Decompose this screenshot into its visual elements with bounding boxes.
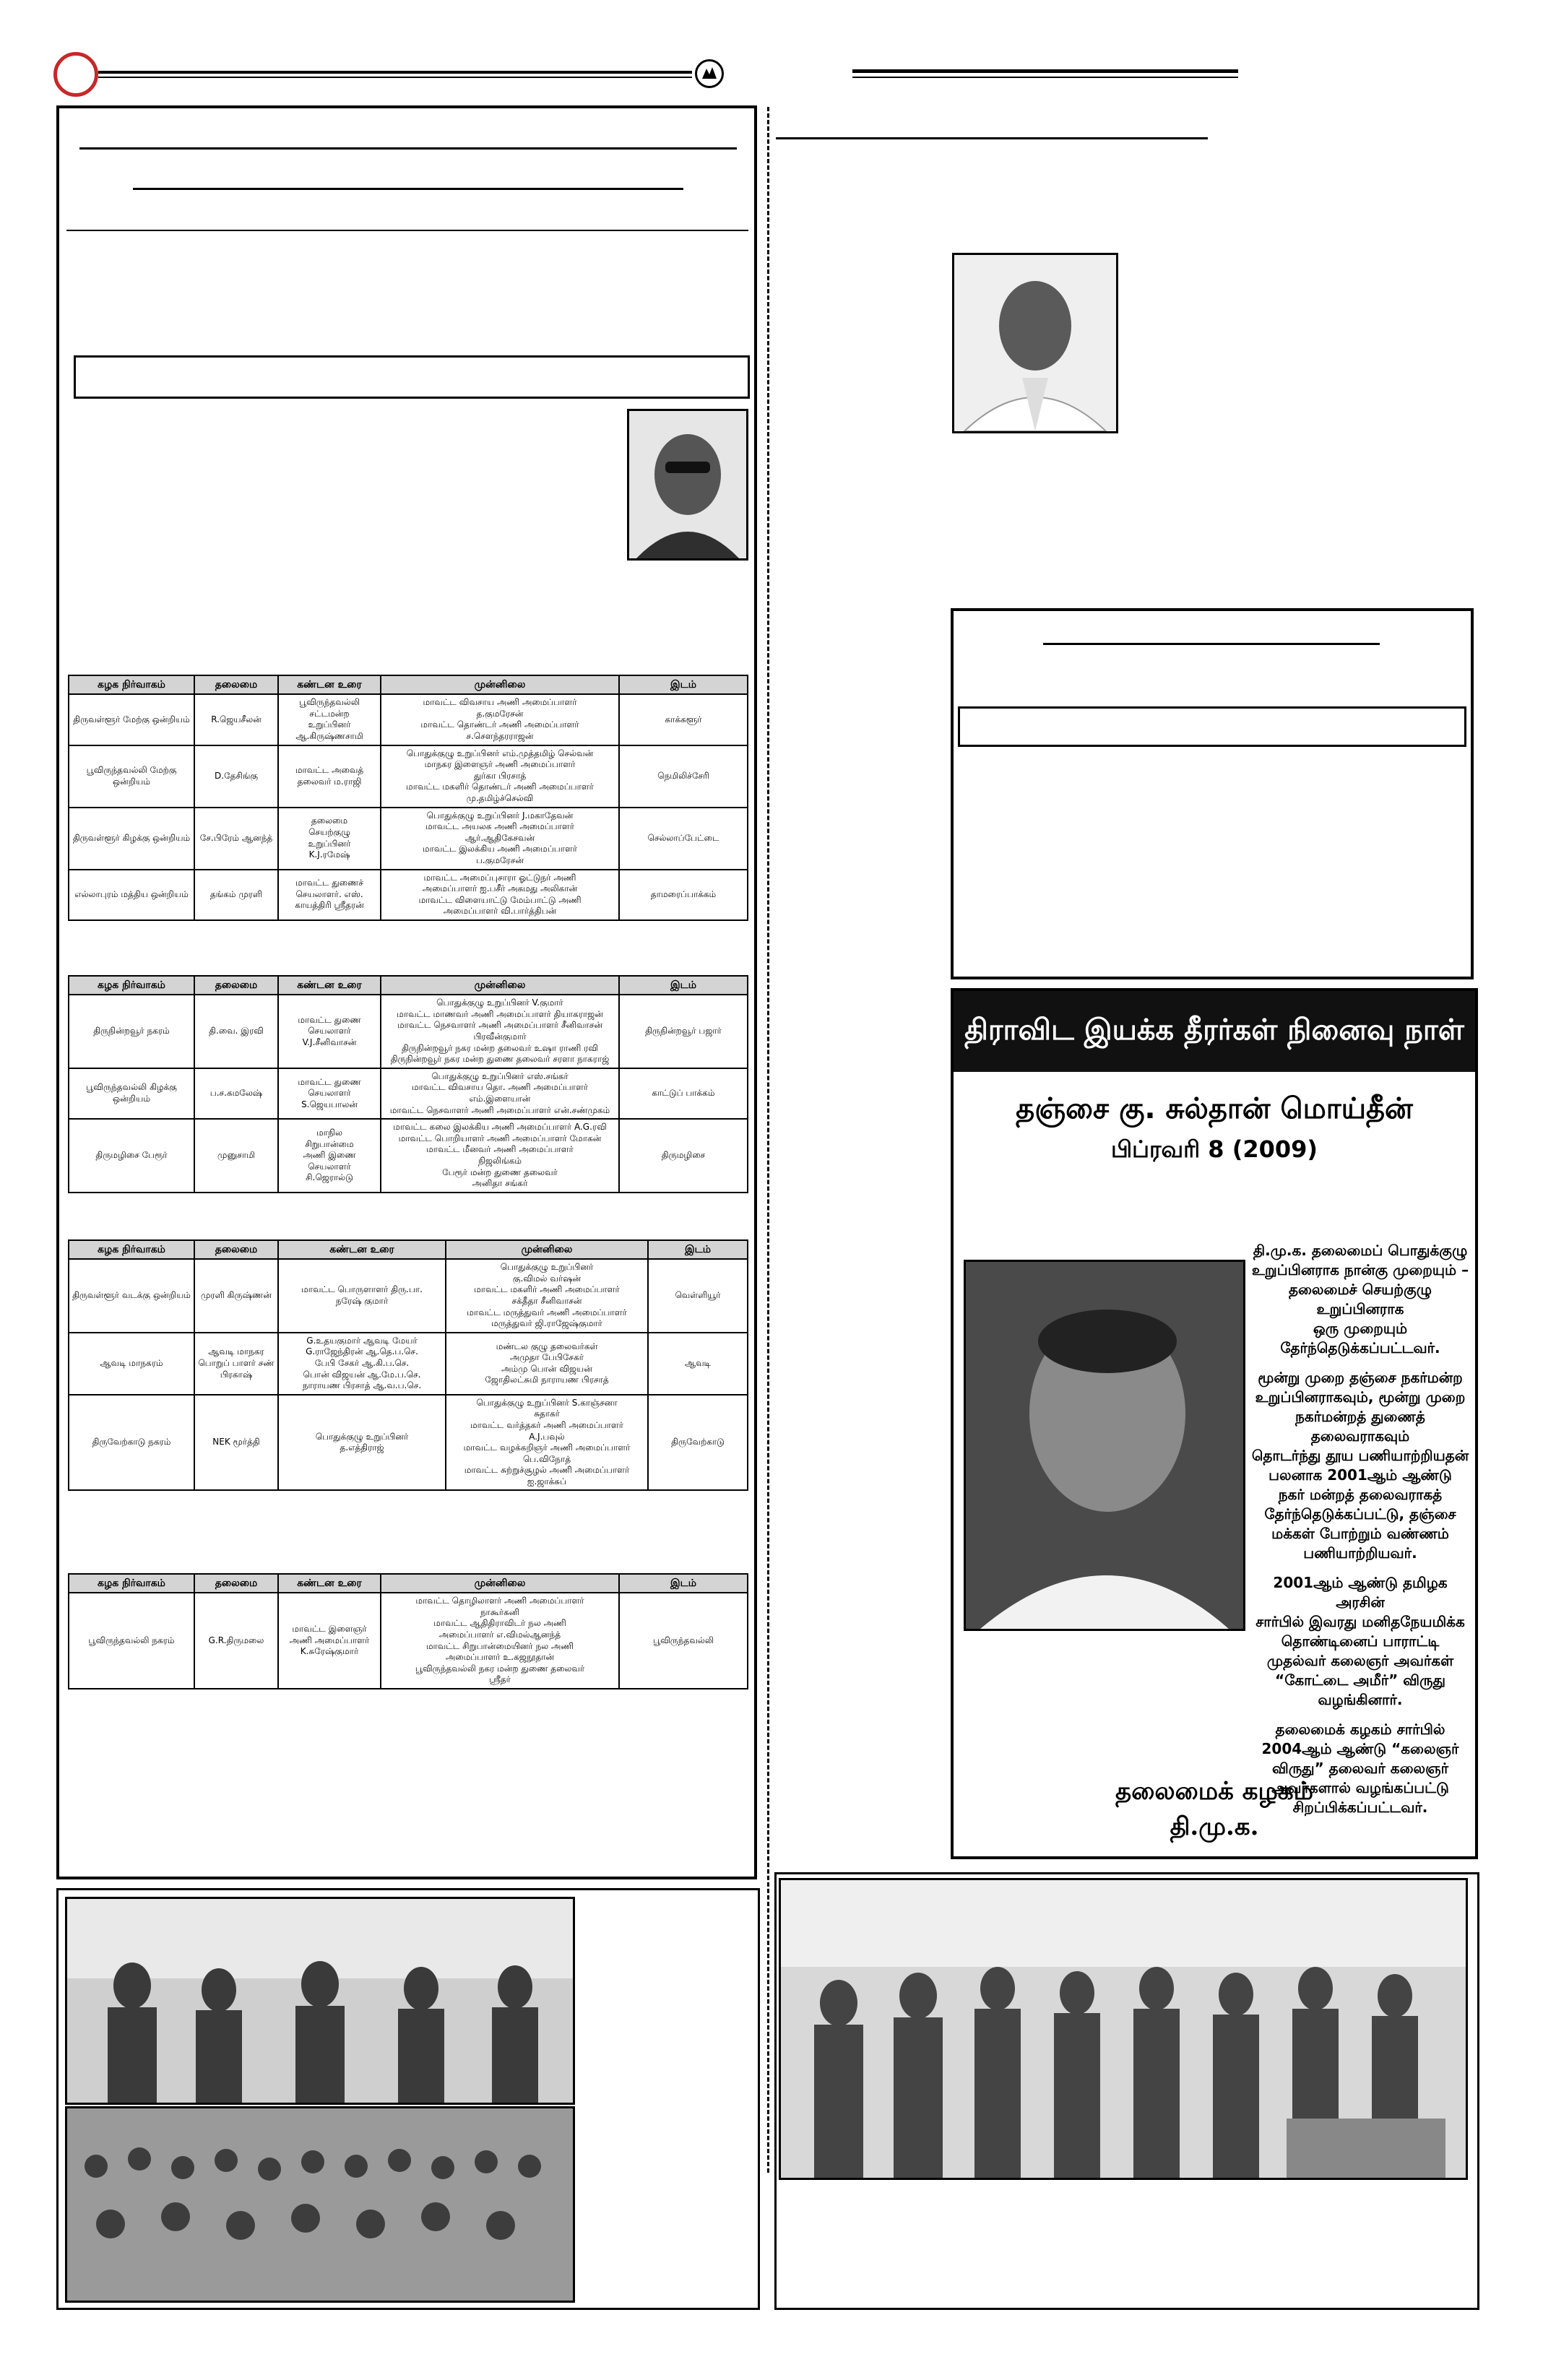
presence-line: பொதுக்குழு உறுப்பினர் எஸ்.சங்கர் <box>431 1070 569 1081</box>
speech-line: மாவட்ட பொருளாளர் திரு.பா. <box>301 1284 423 1295</box>
memorial-paragraph <box>1250 1573 1471 1710</box>
speaker-portrait-left <box>627 409 748 561</box>
presence-line: பொதுக்குழு உறுப்பினர் S.காஞ்சனா <box>476 1397 618 1408</box>
presence-line: அமைப்பாளர் ஐ.பசீர் அகமது அலிகான் <box>422 883 578 894</box>
speech-line: சட்டமன்ற <box>309 708 350 719</box>
speech-cell <box>278 1259 446 1333</box>
presence-line: கு.விமல் வர்ஷன் <box>512 1273 582 1284</box>
org-cell: திருவள்ளூர் மேற்கு ஒன்றியம் <box>69 694 194 745</box>
table-header-cell: தலைமை <box>194 1240 278 1259</box>
speech-line: உறுப்பினர் <box>308 719 351 730</box>
speech-line: அணி அமைப்பாளர் <box>289 1635 370 1645</box>
speech-cell <box>278 995 381 1068</box>
presence-line: மாவட்ட விவசாய அணி அமைப்பாளர் <box>423 697 577 708</box>
speech-line: செயற்குழு <box>308 826 350 837</box>
table-header-row <box>69 675 748 694</box>
page-number-circle <box>53 52 98 97</box>
memorial-banner <box>954 991 1475 1072</box>
memorial-date: பிப்ரவரி 8 (2009) <box>1110 1135 1318 1163</box>
presence-line: மாவட்ட சுற்றுச்சூழல் அணி அமைப்பாளர் <box>464 1465 630 1476</box>
presence-line: மாவட்ட மகளிர் அணி அமைப்பாளர் <box>474 1284 620 1295</box>
speech-line: S.ஜெயபாலன் <box>301 1099 358 1109</box>
speech-line: பொதுக்குழு உறுப்பினர் <box>315 1431 409 1442</box>
head-cell: தி.வை. இரவி <box>194 995 278 1068</box>
speech-cell <box>278 870 381 920</box>
speech-cell <box>278 1119 381 1193</box>
speech-line: மாவட்ட துணைச் <box>295 878 363 888</box>
left-subheading-box <box>74 355 750 399</box>
memorial-paragraph <box>1250 1368 1471 1563</box>
presence-cell <box>446 1259 648 1333</box>
table-header-cell: முன்னிலை <box>446 1240 648 1259</box>
head-cell: D.தேசிங்கு <box>194 745 278 808</box>
table-header-row <box>69 1240 748 1259</box>
presence-line: மாவட்ட மருத்துவர் அணி அமைப்பாளர் <box>467 1307 627 1317</box>
presence-line: மாவட்ட தொண்டர் அணி அமைப்பாளர் <box>420 719 579 730</box>
presence-line: மாவட்ட அமைப்புசாரா ஓட்டுநர் அணி <box>423 872 576 883</box>
presence-line: அனிதா சங்கர் <box>472 1178 528 1189</box>
presence-line: மாவட்ட விளையாட்டு மேம்பாட்டு அணி <box>418 894 582 905</box>
title-rule-thin <box>852 77 1238 78</box>
presence-line: மாவட்ட வழக்கறிஞர் அணி அமைப்பாளர் <box>463 1442 631 1453</box>
memorial-name: தஞ்சை கு. சுல்தான் மொய்தீன் <box>1016 1092 1413 1125</box>
memorial-line: பலனாக 2001ஆம் ஆண்டு <box>1268 1466 1452 1484</box>
org-cell: ஆவடி மாநகரம் <box>69 1333 194 1395</box>
table-header-cell: கழக நிர்வாகம் <box>69 1574 194 1593</box>
place-cell: செல்லாப்பேட்டை <box>619 808 748 870</box>
presence-line: பொதுக்குழு உறுப்பினர் எம்.முத்தமிழ் செல்வன் <box>406 748 594 758</box>
right-notice-subheading-box <box>958 706 1466 747</box>
presence-cell <box>381 808 619 870</box>
presence-line: மாவட்ட இலக்கிய அணி அமைப்பாளர் <box>422 844 578 854</box>
speech-cell <box>278 808 381 870</box>
presence-line: ஆர்.ஆதிகேசவன் <box>464 832 535 843</box>
speech-line: மாவட்ட துணை <box>298 1076 361 1087</box>
masthead-rule <box>98 71 692 74</box>
table-header-cell: கண்டன உரை <box>278 976 381 995</box>
place-cell: பூவிருந்தவல்லி <box>619 1593 748 1689</box>
speech-line: பொன் விஜயன் ஆ.மே.ப.செ. <box>303 1369 421 1380</box>
presence-line: பிரவீன்குமார் <box>473 1031 527 1042</box>
speech-line: உறுப்பினர் <box>308 838 351 849</box>
table-header-cell: தலைமை <box>194 976 278 995</box>
memorial-line: சிறப்பிக்கப்பட்டவர். <box>1292 1799 1428 1816</box>
speech-line: செயலாளர். எஸ். <box>295 888 363 899</box>
memorial-portrait <box>964 1260 1245 1631</box>
table-row <box>69 1259 748 1333</box>
presence-cell <box>381 1593 619 1689</box>
speech-line: செயலாளர் <box>308 1161 351 1172</box>
speech-line: செயலாளர் <box>308 1026 351 1037</box>
memorial-line: 2004ஆம் ஆண்டு “கலைஞர் <box>1261 1740 1459 1757</box>
table-row <box>69 1333 748 1395</box>
table-header-cell: முன்னிலை <box>381 976 619 995</box>
table-row <box>69 1068 748 1119</box>
memorial-line: தொண்டினைப் பாராட்டி <box>1281 1632 1440 1650</box>
presence-line: பெ.விநோத் <box>522 1453 571 1464</box>
table-header-cell: தலைமை <box>194 675 278 694</box>
table-header-cell: கண்டன உரை <box>278 1240 446 1259</box>
place-cell: காட்டுப் பாக்கம் <box>619 1068 748 1119</box>
head-cell: R.ஜெயசீலன் <box>194 694 278 745</box>
presence-line: மாவட்ட வர்த்தகர் அணி அமைப்பாளர் <box>470 1419 624 1430</box>
memorial-line: மக்கள் போற்றும் வண்ணம் <box>1271 1525 1449 1542</box>
memorial-line: “கோட்டை அமீர்” விருது <box>1275 1671 1445 1689</box>
speech-line: G.உதயகுமார் ஆவடி மேயர் <box>306 1335 418 1346</box>
presence-line: பூவிருந்தவல்லி நகர மன்ற துணை தலைவர் <box>415 1663 585 1674</box>
event-photo-inspection <box>779 1878 1468 2180</box>
presence-line: மாவட்ட நெசவாளர் அணி அமைப்பாளர் சீனிவாசன் <box>397 1020 603 1031</box>
presence-line: ஸ்ரீதர் <box>489 1674 511 1685</box>
memorial-paragraph <box>1250 1241 1471 1358</box>
memorial-footer-line-2: தி.மு.க. <box>1170 1812 1259 1842</box>
speech-cell <box>278 745 381 808</box>
memorial-line: தேர்ந்தெடுக்கப்பட்டு, தஞ்சை <box>1264 1505 1456 1523</box>
memorial-line: தேர்ந்தெடுக்கப்பட்டவர். <box>1280 1339 1440 1356</box>
memorial-line: ஒரு முறையும் <box>1313 1320 1408 1337</box>
table-header-cell: முன்னிலை <box>381 1574 619 1593</box>
program-table-4 <box>68 1573 748 1689</box>
left-headline-rule-1 <box>79 147 737 150</box>
speech-line: மாவட்ட அவைத் <box>295 764 364 775</box>
speech-cell <box>278 1395 446 1491</box>
presence-line: பேரூர் மன்ற துணை தலைவர் <box>442 1167 558 1177</box>
program-table-2 <box>68 975 748 1193</box>
memorial-biography <box>1250 1241 1471 1827</box>
presence-cell <box>381 1068 619 1119</box>
table-row <box>69 1119 748 1193</box>
speech-line: G.ராஜேந்திரன் ஆ.தெ.ப.செ. <box>306 1346 418 1357</box>
party-logo-icon <box>695 59 724 88</box>
memorial-line: அவர்களால் வழங்கப்பட்டு <box>1271 1779 1449 1796</box>
table-row <box>69 694 748 745</box>
speech-line: நரேஷ் குமார் <box>335 1295 389 1306</box>
table-header-cell: தலைமை <box>194 1574 278 1593</box>
memorial-line: முதல்வர் கலைஞர் அவர்கள் <box>1266 1652 1454 1669</box>
presence-line: A.J.பவுல் <box>529 1431 565 1442</box>
table-header-cell: இடம் <box>619 976 748 995</box>
speech-line: K.J.ரமேஷ் <box>308 849 350 860</box>
presence-line: ஐ.ஜாக்சுப் <box>527 1476 567 1487</box>
memorial-line: நகர் மன்றத் தலைவராகத் <box>1278 1486 1443 1503</box>
place-cell: ஆவடி <box>648 1333 748 1395</box>
title-rule <box>852 69 1238 73</box>
table-header-cell: இடம் <box>619 1574 748 1593</box>
presence-line: பொதுக்குழு உறுப்பினர் V.குமார் <box>436 998 563 1008</box>
presence-line: திருநின்றவூர் நகர மன்ற தலைவர் உஷா ராணி ரவி <box>401 1042 599 1053</box>
presence-line: திருநின்றவூர் நகர மன்ற துணை தலைவர் சரளா நாகராஜ் <box>390 1054 610 1065</box>
table-row <box>69 870 748 920</box>
right-notice-box <box>951 608 1474 979</box>
program-table-1 <box>68 675 748 921</box>
left-headline-rule-3 <box>66 230 748 231</box>
presence-line: மாவட்ட அயலக அணி அமைப்பாளர் <box>425 821 574 832</box>
presence-line: பொதுக்குழு உறுப்பினர் J.மகாதேவன் <box>426 810 574 821</box>
memorial-line: தி.மு.க. தலைமைப் பொதுக்குழு <box>1253 1242 1468 1259</box>
memorial-line: விருது” தலைவர் கலைஞர் <box>1271 1760 1449 1777</box>
memorial-line: பணியாற்றியவர். <box>1303 1544 1417 1562</box>
speech-cell <box>278 694 381 745</box>
speech-line: மாவட்ட துணை <box>298 1014 361 1025</box>
speech-line: தலைவர் ம.ராஜி <box>297 776 362 787</box>
table-header-cell: கண்டன உரை <box>278 675 381 694</box>
presence-line: துர்கா பிரசாத் <box>473 770 527 781</box>
speech-line: மாநில <box>316 1127 342 1138</box>
speech-cell <box>278 1068 381 1119</box>
table-header-cell: முன்னிலை <box>381 675 619 694</box>
org-cell: திருவேற்காடு நகரம் <box>69 1395 194 1491</box>
presence-line: மாவட்ட மீனவர் அணி அமைப்பாளர் <box>426 1144 574 1155</box>
memorial-line: மூன்று முறை தஞ்சை நகர்மன்ற <box>1258 1369 1463 1386</box>
head-cell: தங்கம் முரளி <box>194 870 278 920</box>
org-cell: திருவள்ளூர் வடக்கு ஒன்றியம் <box>69 1259 194 1333</box>
speech-line: காயத்திரி ஸ்ரீதரன் <box>295 900 364 911</box>
presence-line: நாகூர்கனி <box>480 1606 520 1617</box>
memorial-footer <box>954 1774 1475 1845</box>
speech-line: ஆ.கிருஷ்ணசாமி <box>295 730 363 741</box>
table-header-cell: இடம் <box>648 1240 748 1259</box>
org-cell: பூவிருந்தவல்லி கிழக்கு ஒன்றியம் <box>69 1068 194 1119</box>
presence-line: மாவட்ட பொறியாளர் அணி அமைப்பாளர் மோகன் <box>398 1133 602 1143</box>
program-table-3 <box>68 1239 748 1491</box>
memorial-line: தொடர்ந்து தூய பணியாற்றியதன் <box>1251 1447 1469 1464</box>
presence-cell <box>446 1395 648 1491</box>
presence-line: மு.தமிழ்ச்செல்வி <box>466 792 534 803</box>
org-cell: பூவிருந்தவல்லி மேற்கு ஒன்றியம் <box>69 745 194 808</box>
presence-line: மாவட்ட மகளிர் தொண்டர் அணி அமைப்பாளர் <box>406 782 594 792</box>
presence-line: சக்தீதா சீனிவாசன் <box>511 1295 582 1306</box>
table-row <box>69 745 748 808</box>
presence-cell <box>381 745 619 808</box>
event-photo-audience <box>65 2106 575 2303</box>
presence-line: ஜோதிலட்சுமி நாராயண பிரசாத் <box>485 1375 609 1385</box>
presence-cell <box>381 870 619 920</box>
presence-line: ப.குமரேசன் <box>476 854 524 865</box>
memorial-banner-text: திராவிட இயக்க தீரர்கள் நினைவு நாள் <box>964 1013 1464 1047</box>
speech-line: சிறுபான்மை <box>305 1138 354 1149</box>
table-row <box>69 1395 748 1491</box>
table-header-cell: கழக நிர்வாகம் <box>69 976 194 995</box>
speech-line: த.எத்திராஜ் <box>340 1442 384 1453</box>
org-cell: திருமழிசை பேரூர் <box>69 1119 194 1193</box>
head-cell: சே.பிரேம் ஆனந்த் <box>194 808 278 870</box>
presence-line: பொதுக்குழு உறுப்பினர் <box>500 1262 594 1273</box>
memorial-line: சார்பில் இவரது மனிதநேயமிக்க <box>1255 1613 1465 1630</box>
head-cell: G.R.திருமலை <box>194 1593 278 1689</box>
presence-line: மாவட்ட தொழிலாளர் அணி அமைப்பாளர் <box>415 1596 584 1606</box>
presence-line: அமைப்பாளர் வி.பார்த்திபன் <box>443 906 557 917</box>
event-photo-lamp-lighting <box>65 1897 575 2105</box>
table-row <box>69 1593 748 1689</box>
masthead-rule-thin <box>98 77 692 78</box>
head-cell: ப.ச.கமலேஷ் <box>194 1068 278 1119</box>
memorial-line: உறுப்பினராகவும், மூன்று முறை <box>1255 1388 1466 1406</box>
presence-line: மாவட்ட கலை இலக்கிய அணி அமைப்பாளர் A.G.ரவி <box>393 1122 607 1133</box>
presence-cell <box>381 694 619 745</box>
presence-line: ச.சௌந்தரராஜன் <box>466 730 534 741</box>
table-row <box>69 808 748 870</box>
speech-line: தலைமை <box>311 815 348 826</box>
presence-line: அமுதா பேபிசேகர் <box>509 1352 584 1363</box>
table-header-cell: கழக நிர்வாகம் <box>69 675 194 694</box>
table-header-row <box>69 976 748 995</box>
org-cell: பூவிருந்தவல்லி நகரம் <box>69 1593 194 1689</box>
presence-line: அமைப்பாளர் உ.கஜநூதான் <box>445 1652 555 1663</box>
org-cell: எல்லாபுரம் மத்திய ஒன்றியம் <box>69 870 194 920</box>
speech-cell <box>278 1333 446 1395</box>
place-cell: வெள்ளியூர் <box>648 1259 748 1333</box>
presence-line: த.குமரேசன் <box>476 708 524 719</box>
place-cell: திருமழிசை <box>619 1119 748 1193</box>
head-cell: முனுசாமி <box>194 1119 278 1193</box>
presence-cell <box>381 995 619 1068</box>
place-cell: திருநின்றவூர் பஜார் <box>619 995 748 1068</box>
presence-cell <box>381 1119 619 1193</box>
memorial-line: 2001ஆம் ஆண்டு தமிழக அரசின் <box>1273 1574 1448 1611</box>
place-cell: காக்களூர் <box>619 694 748 745</box>
presence-line: மாவட்ட ஆதிதிராவிடர் நல அணி <box>433 1618 566 1629</box>
speech-line: பேபி சேகர் ஆ.கி.ப.செ. <box>314 1357 410 1368</box>
presence-line: மாவட்ட மாணவர் அணி அமைப்பாளர் தியாகராஜன் <box>397 1008 603 1019</box>
presence-line: அம்மு பொன் விஜயன் <box>501 1363 592 1374</box>
speech-line: பூவிருந்தவல்லி <box>298 697 360 708</box>
presence-line: சுதாகர் <box>534 1408 560 1419</box>
speech-line: அணி இணை <box>303 1150 356 1161</box>
memorial-line: தலைமைச் செயற்குழு உறுப்பினராக <box>1288 1281 1432 1317</box>
speech-line: சி.ஜெரால்டு <box>306 1172 353 1183</box>
org-cell: திருவள்ளூர் கிழக்கு ஒன்றியம் <box>69 808 194 870</box>
speaker-portrait-right <box>952 253 1118 433</box>
speech-line: மாவட்ட இளைஞர் <box>292 1624 367 1635</box>
place-cell: தாமரைப்பாக்கம் <box>619 870 748 920</box>
presence-line: மாநகர இளைஞர் அணி அமைப்பாளர் <box>424 759 576 770</box>
head-cell: முரளி கிருஷ்ணன் <box>194 1259 278 1333</box>
table-row <box>69 995 748 1068</box>
presence-line: மண்டல குழு தலைவர்கள் <box>496 1341 598 1351</box>
head-cell: NEK மூர்த்தி <box>194 1395 278 1491</box>
right-notice-rule <box>1043 643 1380 645</box>
table-header-row <box>69 1574 748 1593</box>
presence-line: மாவட்ட விவசாய தொ. அணி அமைப்பாளர் <box>411 1082 589 1093</box>
speech-line: V.J.சீனிவாசன் <box>302 1037 357 1047</box>
memorial-line: வழங்கினார். <box>1318 1691 1403 1708</box>
memorial-line: நகர்மன்றத் துணைத் தலைவராகவும் <box>1295 1408 1425 1445</box>
table-header-cell: கண்டன உரை <box>278 1574 381 1593</box>
presence-line: அமைப்பாளர் எ.விமல்ஆனந்த் <box>438 1629 561 1640</box>
presence-cell <box>446 1333 648 1395</box>
table-header-cell: கழக நிர்வாகம் <box>69 1240 194 1259</box>
place-cell: நெமிலிச்சேரி <box>619 745 748 808</box>
presence-line: மாவட்ட நெசவாளர் அணி அமைப்பாளர் என்.சண்முகம் <box>389 1104 610 1115</box>
speech-line: K.சுரேஷ்குமார் <box>300 1646 359 1657</box>
column-divider <box>767 107 769 2173</box>
memorial-line: உறுப்பினராக நான்கு முறையும் – <box>1251 1261 1469 1278</box>
right-headline-rule <box>776 137 1208 139</box>
speech-cell <box>278 1593 381 1689</box>
presence-line: எம்.இளையான் <box>469 1093 531 1104</box>
org-cell: திருநின்றவூர் நகரம் <box>69 995 194 1068</box>
head-cell: ஆவடி மாநகர பொறுப் பாளர் சண் பிரகாஷ் <box>194 1333 278 1395</box>
place-cell: திருவேற்காடு <box>648 1395 748 1491</box>
presence-line: மாவட்ட சிறுபான்மையினர் நல அணி <box>425 1640 574 1651</box>
memorial-line: தலைமைக் கழகம் சார்பில் <box>1275 1721 1445 1738</box>
presence-line: நிஜலிங்கம் <box>477 1155 522 1166</box>
memorial-footer-line-1: தலைமைக் கழகம் <box>1115 1777 1313 1806</box>
table-header-cell: இடம் <box>619 675 748 694</box>
speech-line: நாராயண பிரசாத் ஆ.வ.ப.செ. <box>302 1380 422 1391</box>
speech-line: செயலாளர் <box>308 1088 351 1099</box>
left-headline-rule-2 <box>133 188 683 190</box>
presence-line: மருத்துவர் ஜி.ராஜேஷ்குமார் <box>491 1318 602 1329</box>
